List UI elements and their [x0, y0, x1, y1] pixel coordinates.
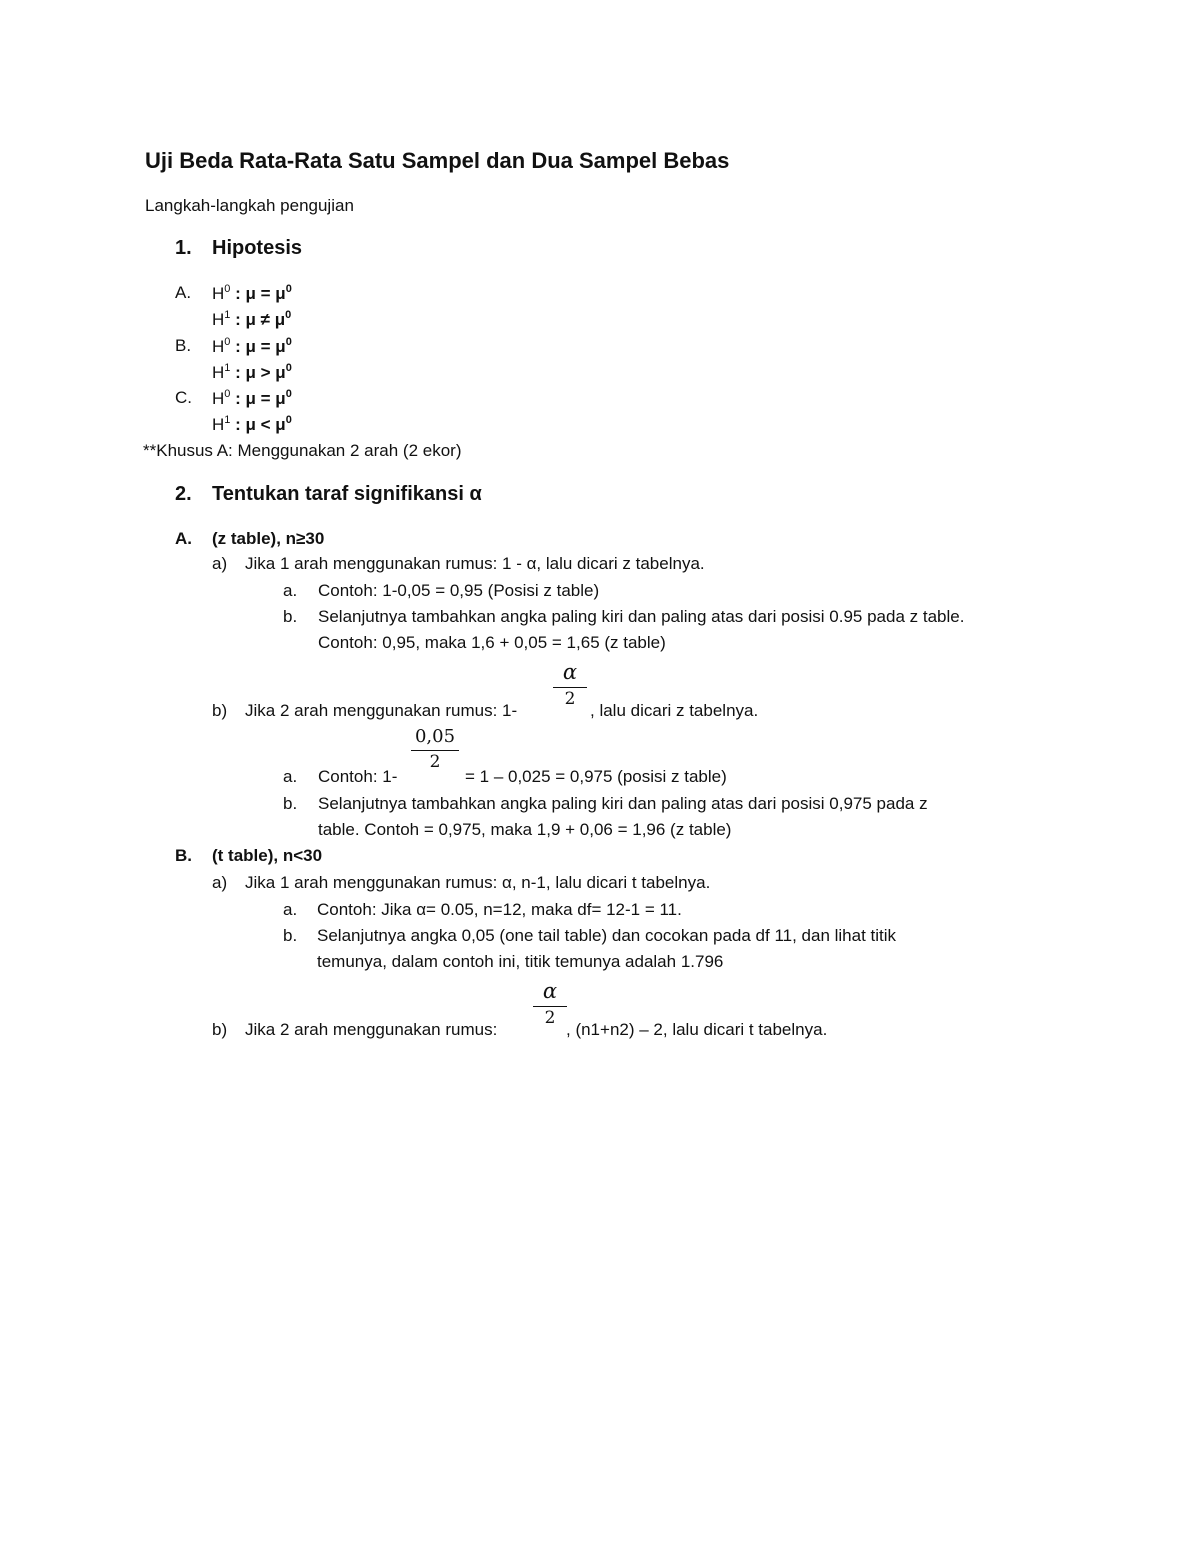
t-table-label: (t table), n<30 [212, 846, 323, 865]
alpha-over-2-fraction [553, 662, 587, 708]
t-a-sub-b-line1: Selanjutnya angka 0,05 (one tail table) dan cocokan pada df 11, dan lihat titik [317, 926, 897, 945]
t-a-sub-a-text: Contoh: Jika α= 0.05, n=12, maka df= 12-1 = 11. [317, 900, 682, 919]
section-2-number: 2. [175, 483, 192, 505]
z-a-marker: a) [212, 554, 228, 573]
z-b-sub-b-line2: table. Contoh = 0,975, maka 1,9 + 0,06 = 1,96 (z table) [318, 820, 732, 839]
z-table-label: (z table), n≥30 [212, 529, 325, 548]
z-a-sub-b-line2: Contoh: 0,95, maka 1,6 + 0,05 = 1,65 (z table) [318, 633, 666, 652]
fraction-numerator: 0,05 [414, 726, 456, 747]
t-a-sub-b-marker: b. [283, 926, 298, 945]
fraction-numerator: α [562, 660, 578, 684]
fraction-denominator: 2 [544, 1008, 556, 1028]
h-letter: H [212, 284, 225, 303]
t-b-text-pre: Jika 2 arah menggunakan rumus: [245, 1020, 498, 1039]
note-text: **Khusus A: Menggunakan 2 arah (2 ekor) [143, 441, 462, 460]
section-2-heading: Tentukan taraf signifikansi α [212, 483, 482, 505]
hypothesis-b-marker: B. [175, 336, 192, 355]
mu-subscript: 0 [285, 309, 292, 321]
t-b-marker: b) [212, 1020, 228, 1039]
hypothesis-a-h0 [212, 284, 292, 302]
mu-subscript: 0 [285, 283, 292, 295]
h-letter: H [212, 337, 225, 356]
fraction-bar [411, 750, 459, 751]
z-b-text-pre: Jika 2 arah menggunakan rumus: 1- [245, 701, 518, 720]
h-letter: H [212, 363, 225, 382]
fraction-bar [553, 687, 587, 688]
hypothesis-a-marker: A. [175, 283, 192, 302]
alpha-value-over-2-fraction [411, 728, 459, 771]
z-a-text: Jika 1 arah menggunakan rumus: 1 - α, lalu dicari z tabelnya. [245, 554, 705, 573]
t-a-marker: a) [212, 873, 228, 892]
h-subscript: 0 [224, 283, 231, 295]
z-b-text-post: , lalu dicari z tabelnya. [590, 701, 759, 720]
h-letter: H [212, 389, 225, 408]
h0-expression: : μ = μ [235, 284, 286, 303]
t-a-sub-b-line2: temunya, dalam contoh ini, titik temunya adalah 1.796 [317, 952, 724, 971]
t-b-text-post: , (n1+n2) – 2, lalu dicari t tabelnya. [566, 1020, 828, 1039]
z-a-sub-b-line1: Selanjutnya tambahkan angka paling kiri dan paling atas dari posisi 0.95 pada z table. [318, 607, 965, 626]
h-subscript: 1 [224, 414, 231, 426]
mu-subscript: 0 [285, 362, 292, 374]
z-b-sub-a-pre: Contoh: 1- [318, 767, 398, 786]
fraction-denominator: 2 [429, 752, 441, 772]
t-a-sub-a-marker: a. [283, 900, 298, 919]
fraction-bar [533, 1006, 567, 1007]
fraction-denominator: 2 [564, 689, 576, 709]
t-a-text: Jika 1 arah menggunakan rumus: α, n-1, lalu dicari t tabelnya. [245, 873, 711, 892]
hypothesis-b-h1 [212, 363, 292, 381]
alpha-over-2-fraction [533, 981, 567, 1027]
h-letter: H [212, 415, 225, 434]
h0-expression: : μ = μ [235, 337, 286, 356]
hypothesis-b-h0 [212, 337, 292, 355]
z-b-marker: b) [212, 701, 228, 720]
h-subscript: 1 [224, 362, 231, 374]
document-title: Uji Beda Rata-Rata Satu Sampel dan Dua Sampel Bebas [145, 148, 730, 173]
section-1-number: 1. [175, 237, 192, 259]
h0-expression: : μ = μ [235, 389, 286, 408]
h-subscript: 1 [224, 309, 231, 321]
z-a-sub-a-marker: a. [283, 581, 298, 600]
mu-subscript: 0 [285, 388, 292, 400]
hypothesis-c-h0 [212, 389, 292, 407]
h1-expression: : μ > μ [235, 363, 286, 382]
z-b-sub-b-marker: b. [283, 794, 298, 813]
h-letter: H [212, 310, 225, 329]
mu-subscript: 0 [285, 336, 292, 348]
h-subscript: 0 [224, 388, 231, 400]
z-b-sub-a-marker: a. [283, 767, 298, 786]
h1-expression: : μ ≠ μ [235, 310, 286, 329]
intro-text: Langkah-langkah pengujian [145, 196, 354, 215]
t-table-marker: B. [175, 846, 192, 865]
fraction-numerator: α [542, 979, 558, 1003]
z-a-sub-b-marker: b. [283, 607, 298, 626]
z-a-sub-a-text: Contoh: 1-0,05 = 0,95 (Posisi z table) [318, 581, 600, 600]
h-subscript: 0 [224, 336, 231, 348]
mu-subscript: 0 [285, 414, 292, 426]
z-b-sub-b-line1: Selanjutnya tambahkan angka paling kiri dan paling atas dari posisi 0,975 pada z [318, 794, 928, 813]
section-1-heading: Hipotesis [212, 237, 303, 259]
hypothesis-c-marker: C. [175, 388, 192, 407]
z-b-sub-a-post: = 1 – 0,025 = 0,975 (posisi z table) [465, 767, 727, 786]
z-table-marker: A. [175, 529, 192, 548]
h1-expression: : μ < μ [235, 415, 286, 434]
hypothesis-a-h1 [212, 310, 291, 328]
hypothesis-c-h1 [212, 415, 292, 433]
